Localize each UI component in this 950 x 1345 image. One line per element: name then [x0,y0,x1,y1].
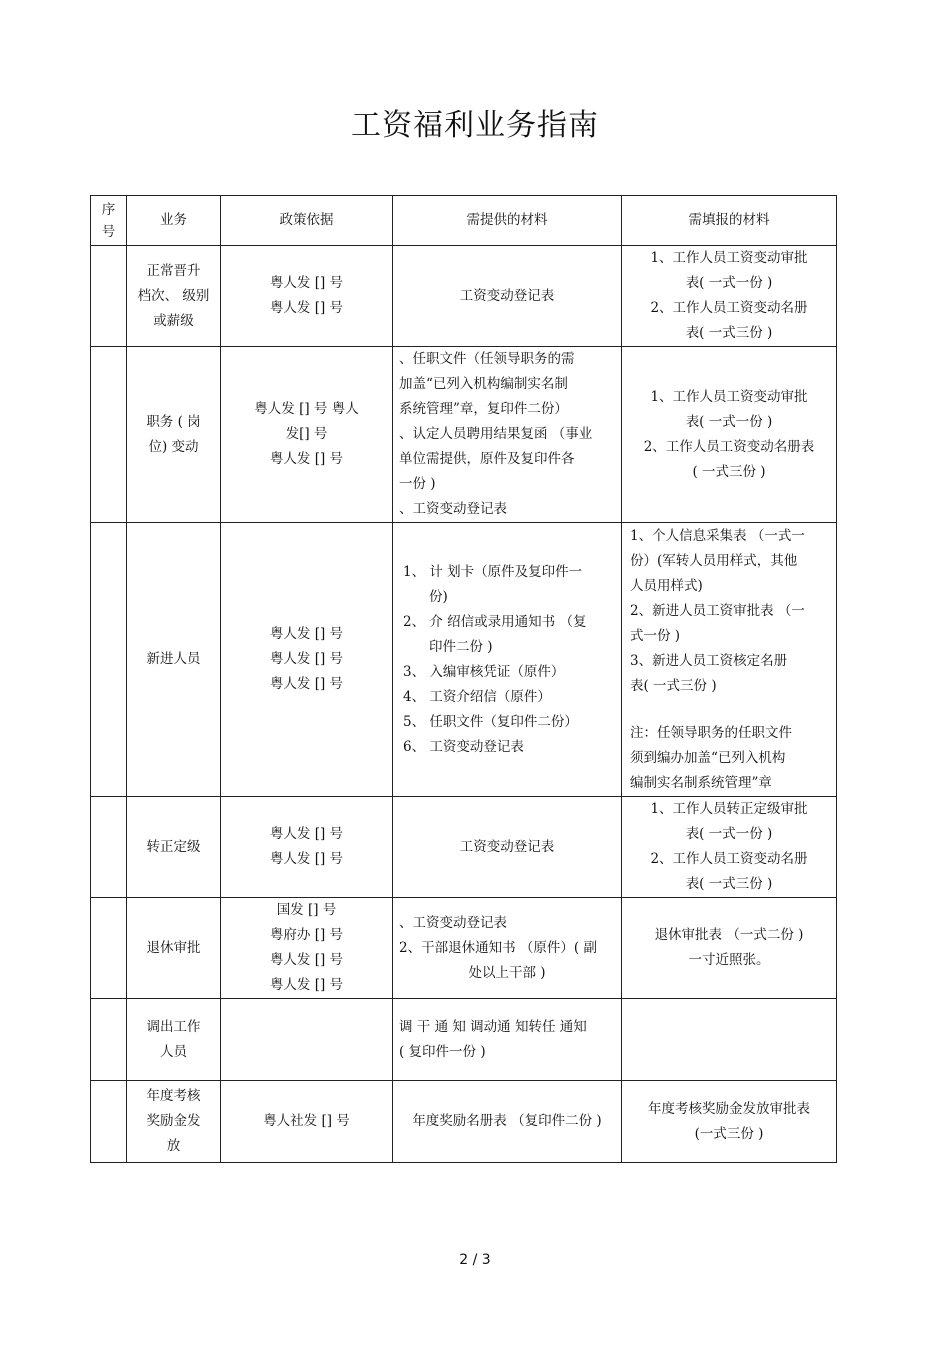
page-indicator: 2 / 3 [459,1252,491,1268]
seq-cell [91,523,127,797]
fill-cell: 1、工作人员工资变动审批 表( 一式一份 ) 2、工作人员工资变动名册 表( 一式三份 ) [622,246,837,347]
table-header-row [91,196,837,246]
policy-cell: 国发 [] 号 粤府办 [] 号 粤人发 [] 号 粤人发 [] 号 [221,898,393,999]
provide-cell: 调 干 通 知 调动通 知转任 通知 ( 复印件一份 ) [393,999,622,1081]
fill-cell: 1、工作人员转正定级审批 表( 一式一份 ) 2、工作人员工资变动名册 表( 一式三份 ) [622,797,837,898]
table-row [91,246,837,347]
fill-cell: 1、工作人员工资变动审批 表( 一式一份 ) 2、工作人员工资变动名册表 ( 一式三份 ) [622,347,837,523]
provide-cell: 、工资变动登记表 2、干部退休通知书 （原件）( 副 处以上干部 ) [393,898,622,999]
policy-cell: 粤人发 [] 号 粤人发 [] 号 粤人发 [] 号 [221,523,393,797]
provide-cell: 工资变动登记表 [393,797,622,898]
header-seq: 序 号 [91,196,127,246]
policy-cell: 粤人社发 [] 号 [221,1081,393,1163]
policy-cell: 粤人发 [] 号 粤人发 [] 号 [221,797,393,898]
seq-cell [91,999,127,1081]
header-fill: 需填报的材料 [622,196,837,246]
provide-cell: 年度奖励名册表 （复印件二份 ) [393,1081,622,1163]
fill-cell: 退休审批表 （一式二份 ) 一寸近照张。 [622,898,837,999]
seq-cell [91,1081,127,1163]
policy-cell: 粤人发 [] 号 粤人发 [] 号 [221,246,393,347]
business-cell: 年度考核 奖励金发 放 [127,1081,221,1163]
guide-table [90,195,837,1163]
header-business: 业务 [127,196,221,246]
business-cell: 正常晋升 档次、 级别 或薪级 [127,246,221,347]
seq-cell [91,898,127,999]
table-row [91,347,837,523]
header-policy: 政策依据 [221,196,393,246]
seq-cell [91,246,127,347]
fill-cell: 1、个人信息采集表 （一式一 份）(军转人员用样式，其他 人员用样式) 2、新进人员工资审批表 （一 式一份 ) 3、新进人员工资核定名册 表( 一式三份 ) 注：任领导职务的任职文件 须到编办加盖“已列入机构 编制实名制系统管理”章 [622,523,837,797]
business-cell: 调出工作 人员 [127,999,221,1081]
policy-cell: 粤人发 [] 号 粤人 发[] 号 粤人发 [] 号 [221,347,393,523]
policy-cell [221,999,393,1081]
table-row [91,999,837,1081]
table-row [91,1081,837,1163]
table-row [91,523,837,797]
table-row [91,797,837,898]
page-title: 工资福利业务指南 [351,108,599,143]
seq-cell [91,347,127,523]
fill-note: 注：任领导职务的任职文件 须到编办加盖“已列入机构 编制实名制系统管理”章 [630,724,792,791]
provide-cell: 工资变动登记表 [393,246,622,347]
business-cell: 转正定级 [127,797,221,898]
fill-cell: 年度考核奖励金发放审批表 (一式三份 ) [622,1081,837,1163]
header-provide: 需提供的材料 [393,196,622,246]
provide-cell: 、任职文件（任领导职务的需 加盖“已列入机构编制实名制 系统管理”章，复印件二份） 、认定人员聘用结果复函 （事业 单位需提供，原件及复印件各 一份 ) 、工资变动登记表 [393,347,622,523]
business-cell: 新进人员 [127,523,221,797]
business-cell: 职务 ( 岗 位) 变动 [127,347,221,523]
fill-cell [622,999,837,1081]
business-cell: 退休审批 [127,898,221,999]
table-row [91,898,837,999]
provide-cell: 1、 计 划卡（原件及复印件一 份) 2、 介 绍信或录用通知书 （复 印件二份 ) 3、 入编审核凭证（原件） 4、 工资介绍信（原件） 5、 任职文件（复印件二份） 6、 工资变动登记表 [393,523,622,797]
seq-cell [91,797,127,898]
